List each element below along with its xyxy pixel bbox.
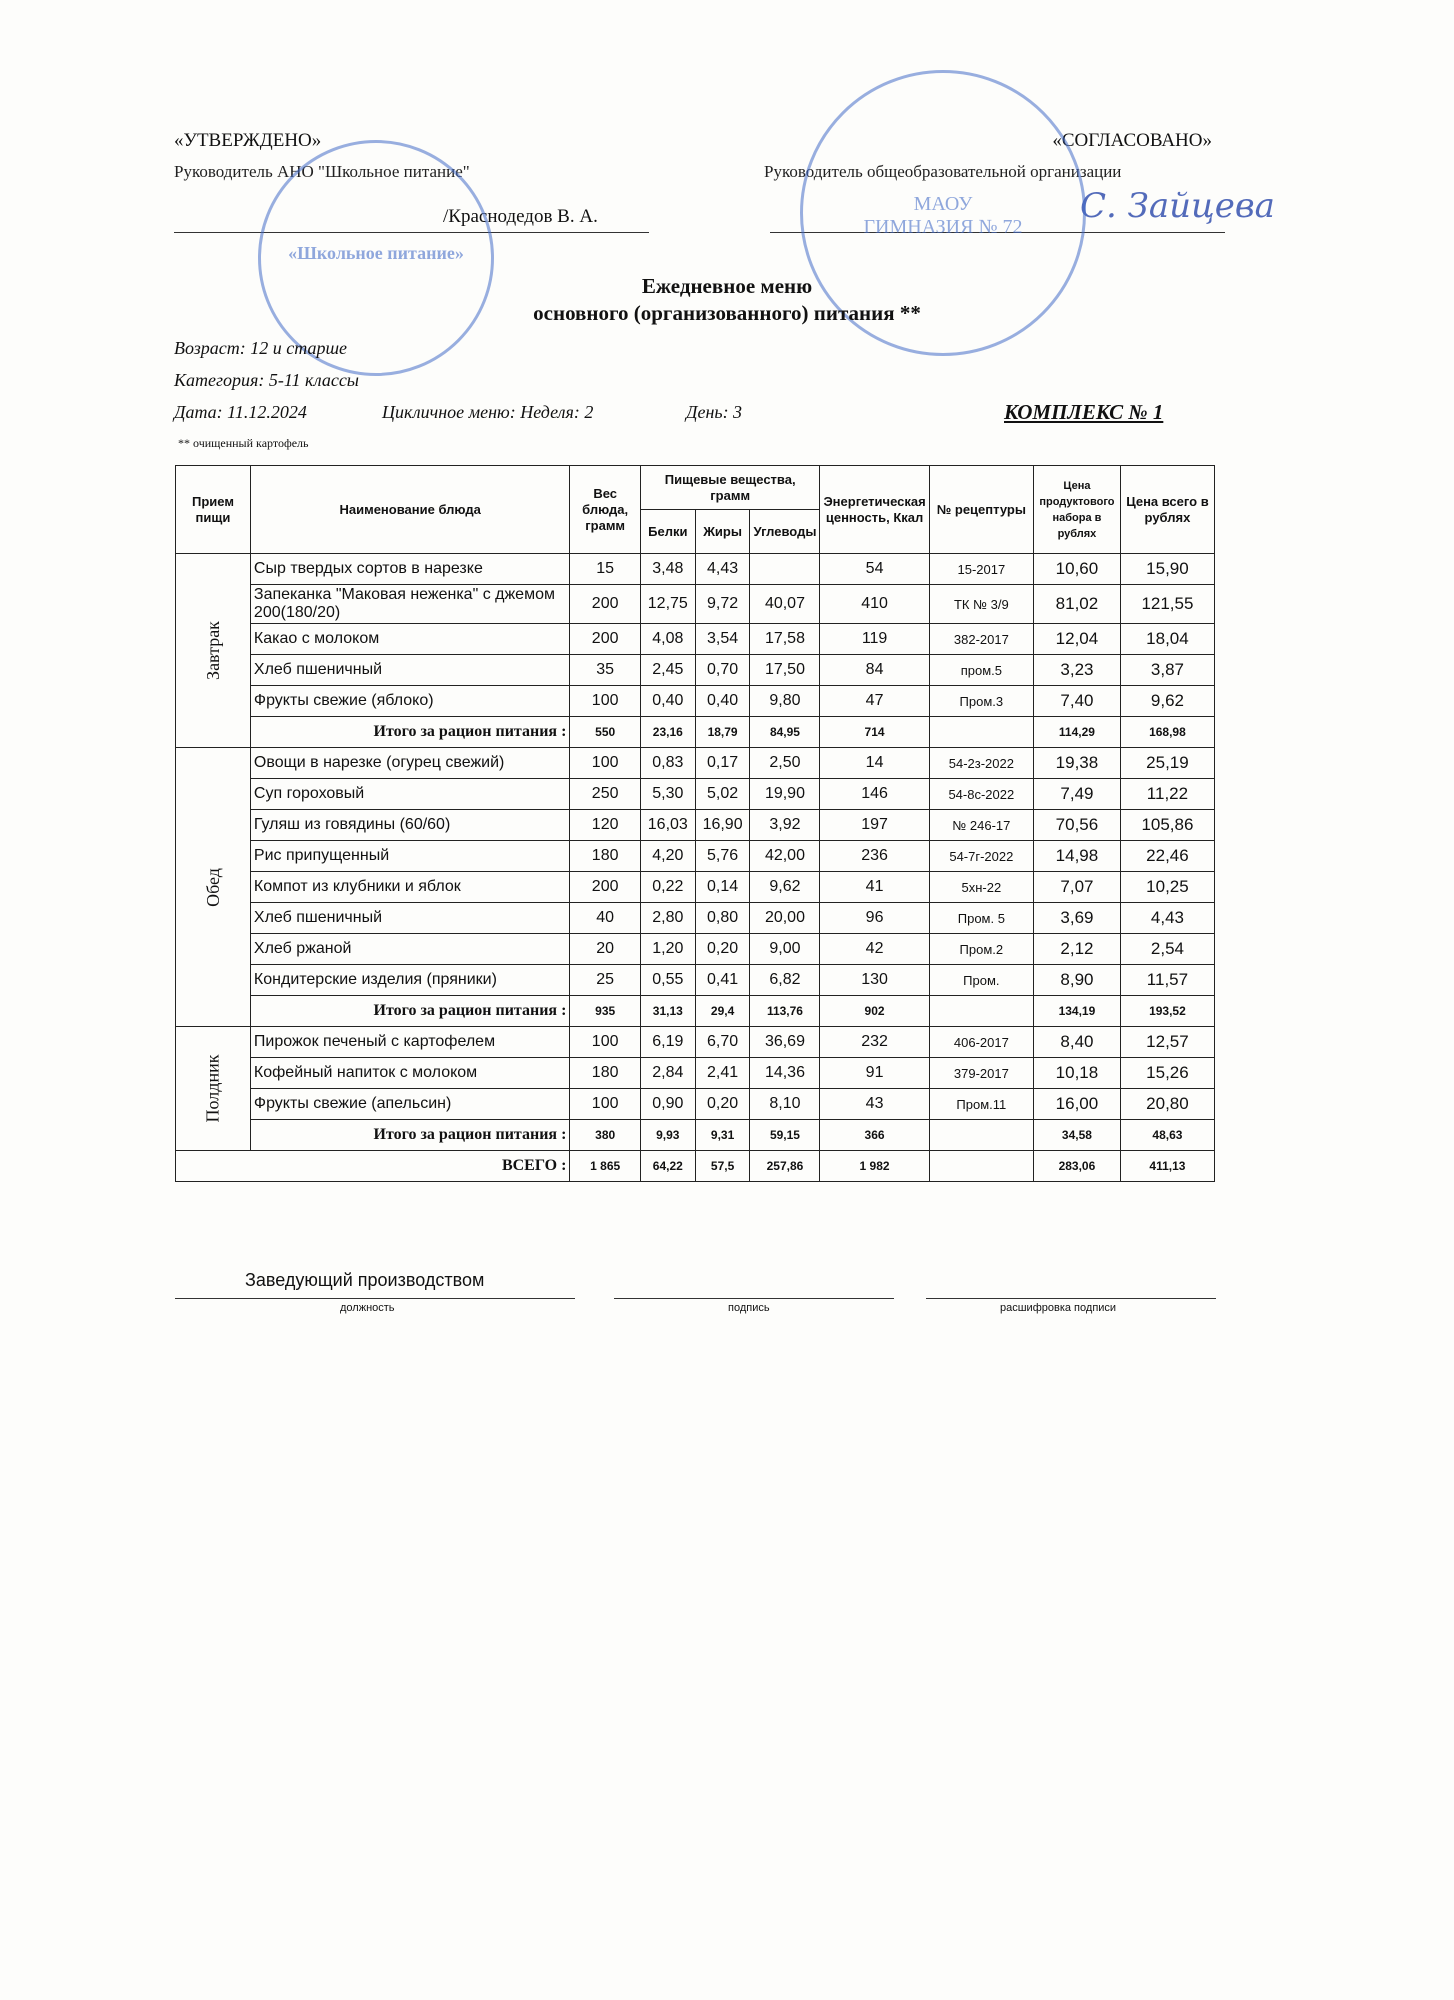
table-cell: 180 [570, 841, 641, 872]
header-carbs: Углеводы [750, 510, 820, 554]
meal-label-text: Полдник [202, 1054, 223, 1123]
dish-name: Запеканка "Маковая неженка" с джемом 200(180/20) [250, 585, 569, 624]
table-cell: 8,90 [1034, 965, 1121, 996]
table-cell: 0,20 [695, 934, 750, 965]
table-cell: 3,69 [1034, 903, 1121, 934]
table-row [176, 1089, 1215, 1120]
total-cell: 29,4 [695, 996, 750, 1027]
header-set-price: Цена продуктового набора в рублях [1034, 466, 1121, 554]
footer-role: Заведующий производством [245, 1270, 485, 1290]
table-cell: пром.5 [929, 655, 1033, 686]
total-cell [929, 1120, 1033, 1151]
table-cell: 70,56 [1034, 810, 1121, 841]
table-cell: 100 [570, 1089, 641, 1120]
table-cell: 0,17 [695, 748, 750, 779]
header-weight: Вес блюда, грамм [570, 466, 641, 554]
table-cell: 54-2з-2022 [929, 748, 1033, 779]
table-cell: 0,20 [695, 1089, 750, 1120]
table-row [176, 748, 1215, 779]
table-cell: 22,46 [1120, 841, 1214, 872]
total-label: Итого за рацион питания : [250, 1120, 569, 1151]
school-food-stamp: «Школьное питание» [258, 140, 494, 376]
table-cell: 12,04 [1034, 624, 1121, 655]
table-cell: 2,50 [750, 748, 820, 779]
table-cell: 9,80 [750, 686, 820, 717]
grand-total-cell: 283,06 [1034, 1151, 1121, 1182]
table-cell: 2,45 [640, 655, 695, 686]
dish-name: Хлеб ржаной [250, 934, 569, 965]
grand-total-row [176, 1151, 1215, 1182]
table-cell: 250 [570, 779, 641, 810]
table-cell: 3,54 [695, 624, 750, 655]
table-row [176, 841, 1215, 872]
table-cell: 2,54 [1120, 934, 1214, 965]
footer-decode-line [926, 1298, 1216, 1299]
table-cell: 7,07 [1034, 872, 1121, 903]
grand-total-cell: 411,13 [1120, 1151, 1214, 1182]
header-protein: Белки [640, 510, 695, 554]
total-cell: 18,79 [695, 717, 750, 748]
table-cell: 1,20 [640, 934, 695, 965]
total-cell: 714 [820, 717, 929, 748]
meal-label [176, 748, 251, 1027]
table-cell: 10,18 [1034, 1058, 1121, 1089]
table-row [176, 934, 1215, 965]
table-cell: 410 [820, 585, 929, 624]
age: Возраст: 12 и старше [174, 338, 348, 358]
table-cell: 0,41 [695, 965, 750, 996]
dish-name: Фрукты свежие (апельсин) [250, 1089, 569, 1120]
menu-table [175, 465, 1215, 1182]
table-cell: 0,90 [640, 1089, 695, 1120]
dish-name: Овощи в нарезке (огурец свежий) [250, 748, 569, 779]
footer-caption-signature: подпись [728, 1302, 770, 1314]
table-cell: 130 [820, 965, 929, 996]
total-cell: 550 [570, 717, 641, 748]
footer-caption-position: должность [340, 1302, 395, 1314]
table-cell: 36,69 [750, 1027, 820, 1058]
table-cell: 5хн-22 [929, 872, 1033, 903]
table-cell [750, 554, 820, 585]
table-cell: 35 [570, 655, 641, 686]
table-cell: 0,70 [695, 655, 750, 686]
table-cell: Пром.11 [929, 1089, 1033, 1120]
total-cell [929, 717, 1033, 748]
grand-total-cell: 64,22 [640, 1151, 695, 1182]
category: Категория: 5-11 классы [174, 370, 360, 390]
table-cell: 43 [820, 1089, 929, 1120]
table-cell: 11,57 [1120, 965, 1214, 996]
dish-name: Компот из клубники и яблок [250, 872, 569, 903]
dish-name: Суп гороховый [250, 779, 569, 810]
total-cell: 134,19 [1034, 996, 1121, 1027]
table-cell: 232 [820, 1027, 929, 1058]
table-cell: 7,40 [1034, 686, 1121, 717]
table-cell: 16,90 [695, 810, 750, 841]
table-cell: 12,75 [640, 585, 695, 624]
table-cell: 91 [820, 1058, 929, 1089]
table-cell: 2,80 [640, 903, 695, 934]
table-row [176, 810, 1215, 841]
dish-name: Сыр твердых сортов в нарезке [250, 554, 569, 585]
table-cell: 54 [820, 554, 929, 585]
footer-position-line [175, 1298, 575, 1299]
table-row [176, 872, 1215, 903]
table-cell: 16,00 [1034, 1089, 1121, 1120]
table-cell: 7,49 [1034, 779, 1121, 810]
total-cell: 9,93 [640, 1120, 695, 1151]
page-title: Ежедневное меню [641, 274, 813, 298]
table-cell: 0,22 [640, 872, 695, 903]
total-cell: 902 [820, 996, 929, 1027]
table-cell: 9,72 [695, 585, 750, 624]
table-cell: 8,40 [1034, 1027, 1121, 1058]
total-cell [929, 996, 1033, 1027]
header-total-price: Цена всего в рублях [1120, 466, 1214, 554]
grand-total-label: ВСЕГО : [176, 1151, 570, 1182]
table-cell: 14,36 [750, 1058, 820, 1089]
table-row [176, 965, 1215, 996]
table-cell: 2,12 [1034, 934, 1121, 965]
table-cell: Пром.3 [929, 686, 1033, 717]
table-cell: 15-2017 [929, 554, 1033, 585]
table-cell: 20,80 [1120, 1089, 1214, 1120]
table-row [176, 779, 1215, 810]
table-cell: 16,03 [640, 810, 695, 841]
table-cell: 12,57 [1120, 1027, 1214, 1058]
table-cell: 100 [570, 748, 641, 779]
table-cell: 10,25 [1120, 872, 1214, 903]
agreed-role: Руководитель общеобразовательной организации [764, 162, 1122, 181]
table-row [176, 655, 1215, 686]
dish-name: Хлеб пшеничный [250, 903, 569, 934]
table-row [176, 554, 1215, 585]
total-cell: 380 [570, 1120, 641, 1151]
table-cell: 0,40 [695, 686, 750, 717]
table-cell: 19,90 [750, 779, 820, 810]
table-cell: 0,14 [695, 872, 750, 903]
table-cell: 9,62 [750, 872, 820, 903]
table-cell: 11,22 [1120, 779, 1214, 810]
table-cell: 15,90 [1120, 554, 1214, 585]
table-cell: 40,07 [750, 585, 820, 624]
table-cell: 3,92 [750, 810, 820, 841]
total-cell: 34,58 [1034, 1120, 1121, 1151]
approved-heading: «УТВЕРЖДЕНО» [174, 130, 322, 151]
grand-total-cell [929, 1151, 1033, 1182]
total-cell: 114,29 [1034, 717, 1121, 748]
table-cell: Пром. 5 [929, 903, 1033, 934]
school-stamp: МАОУ ГИМНАЗИЯ № 72 [800, 70, 1086, 356]
table-cell: 54-8с-2022 [929, 779, 1033, 810]
table-cell: 96 [820, 903, 929, 934]
table-cell: 146 [820, 779, 929, 810]
table-cell: 15 [570, 554, 641, 585]
table-cell: 14 [820, 748, 929, 779]
total-cell: 113,76 [750, 996, 820, 1027]
footnote: ** очищенный картофель [178, 436, 309, 450]
date: Дата: 11.12.2024 [174, 402, 307, 422]
table-cell: 200 [570, 624, 641, 655]
table-cell: 42 [820, 934, 929, 965]
table-cell: 14,98 [1034, 841, 1121, 872]
table-cell: 4,20 [640, 841, 695, 872]
table-cell: 4,08 [640, 624, 695, 655]
grand-total-cell: 1 865 [570, 1151, 641, 1182]
meal-label [176, 554, 251, 748]
table-cell: 47 [820, 686, 929, 717]
total-label: Итого за рацион питания : [250, 717, 569, 748]
table-row [176, 624, 1215, 655]
table-cell: 0,80 [695, 903, 750, 934]
table-cell: 197 [820, 810, 929, 841]
header-meal: Прием пищи [176, 466, 251, 554]
table-cell: 105,86 [1120, 810, 1214, 841]
header-nutrients: Пищевые вещества, грамм [640, 466, 820, 510]
dish-name: Какао с молоком [250, 624, 569, 655]
cycle: Цикличное меню: Неделя: 2 [382, 402, 594, 422]
total-cell: 935 [570, 996, 641, 1027]
page-subtitle: основного (организованного) питания ** [533, 301, 921, 325]
table-row [176, 1027, 1215, 1058]
meal-label-text: Обед [202, 867, 223, 907]
dish-name: Кондитерские изделия (пряники) [250, 965, 569, 996]
table-cell: 120 [570, 810, 641, 841]
meal-label [176, 1027, 251, 1151]
complex-number: КОМПЛЕКС № 1 [1004, 400, 1164, 424]
agreed-heading: «СОГЛАСОВАНО» [1052, 130, 1212, 151]
table-cell: 41 [820, 872, 929, 903]
table-cell: 5,30 [640, 779, 695, 810]
dish-name: Пирожок печеный с картофелем [250, 1027, 569, 1058]
day: День: 3 [686, 402, 743, 422]
dish-name: Фрукты свежие (яблоко) [250, 686, 569, 717]
total-cell: 9,31 [695, 1120, 750, 1151]
table-cell: 10,60 [1034, 554, 1121, 585]
grand-total-cell: 257,86 [750, 1151, 820, 1182]
table-cell: 17,50 [750, 655, 820, 686]
table-cell: 81,02 [1034, 585, 1121, 624]
footer-signature-line [614, 1298, 894, 1299]
table-cell: 3,87 [1120, 655, 1214, 686]
table-cell: 119 [820, 624, 929, 655]
table-cell: № 246-17 [929, 810, 1033, 841]
total-cell: 84,95 [750, 717, 820, 748]
table-cell: 4,43 [695, 554, 750, 585]
total-cell: 168,98 [1120, 717, 1214, 748]
table-cell: 6,19 [640, 1027, 695, 1058]
table-cell: 2,84 [640, 1058, 695, 1089]
dish-name: Хлеб пшеничный [250, 655, 569, 686]
table-cell: 25,19 [1120, 748, 1214, 779]
footer-caption-decode: расшифровка подписи [1000, 1302, 1117, 1314]
table-cell: 200 [570, 872, 641, 903]
table-cell: 19,38 [1034, 748, 1121, 779]
header-dish: Наименование блюда [250, 466, 569, 554]
total-cell: 366 [820, 1120, 929, 1151]
total-cell: 59,15 [750, 1120, 820, 1151]
header-fat: Жиры [695, 510, 750, 554]
header-recipe: № рецептуры [929, 466, 1033, 554]
table-cell: 5,76 [695, 841, 750, 872]
table-cell: Пром. [929, 965, 1033, 996]
table-cell: 15,26 [1120, 1058, 1214, 1089]
dish-name: Рис припущенный [250, 841, 569, 872]
table-cell: 9,00 [750, 934, 820, 965]
table-cell: 20,00 [750, 903, 820, 934]
table-cell: 2,41 [695, 1058, 750, 1089]
table-cell: 406-2017 [929, 1027, 1033, 1058]
total-row [176, 996, 1215, 1027]
total-cell: 48,63 [1120, 1120, 1214, 1151]
table-cell: 200 [570, 585, 641, 624]
approved-role: Руководитель АНО "Школьное питание" [174, 162, 470, 181]
grand-total-cell: 57,5 [695, 1151, 750, 1182]
table-cell: 17,58 [750, 624, 820, 655]
table-cell: 0,83 [640, 748, 695, 779]
table-cell: 121,55 [1120, 585, 1214, 624]
table-cell: 18,04 [1120, 624, 1214, 655]
table-cell: 8,10 [750, 1089, 820, 1120]
table-cell: 382-2017 [929, 624, 1033, 655]
table-cell: 6,82 [750, 965, 820, 996]
table-cell: 42,00 [750, 841, 820, 872]
grand-total-cell: 1 982 [820, 1151, 929, 1182]
table-cell: Пром.2 [929, 934, 1033, 965]
table-row [176, 686, 1215, 717]
table-cell: 25 [570, 965, 641, 996]
table-row [176, 903, 1215, 934]
total-label: Итого за рацион питания : [250, 996, 569, 1027]
table-cell: 0,55 [640, 965, 695, 996]
table-cell: ТК № 3/9 [929, 585, 1033, 624]
table-cell: 40 [570, 903, 641, 934]
header-energy: Энергетическая ценность, Ккал [820, 466, 929, 554]
total-cell: 23,16 [640, 717, 695, 748]
table-cell: 84 [820, 655, 929, 686]
meal-label-text: Завтрак [202, 621, 223, 680]
table-cell: 54-7г-2022 [929, 841, 1033, 872]
table-row [176, 585, 1215, 624]
total-cell: 31,13 [640, 996, 695, 1027]
table-cell: 3,23 [1034, 655, 1121, 686]
table-cell: 236 [820, 841, 929, 872]
dish-name: Гуляш из говядины (60/60) [250, 810, 569, 841]
table-cell: 5,02 [695, 779, 750, 810]
table-cell: 100 [570, 1027, 641, 1058]
table-row [176, 1058, 1215, 1089]
total-cell: 193,52 [1120, 996, 1214, 1027]
agreed-signature: С. Зайцева [1080, 186, 1275, 226]
table-cell: 3,48 [640, 554, 695, 585]
table-cell: 20 [570, 934, 641, 965]
table-cell: 379-2017 [929, 1058, 1033, 1089]
table-cell: 0,40 [640, 686, 695, 717]
table-cell: 9,62 [1120, 686, 1214, 717]
dish-name: Кофейный напиток с молоком [250, 1058, 569, 1089]
table-cell: 6,70 [695, 1027, 750, 1058]
table-cell: 180 [570, 1058, 641, 1089]
approved-name: /Краснодедов В. А. [443, 206, 598, 227]
total-row [176, 717, 1215, 748]
table-cell: 100 [570, 686, 641, 717]
table-cell: 4,43 [1120, 903, 1214, 934]
total-row [176, 1120, 1215, 1151]
